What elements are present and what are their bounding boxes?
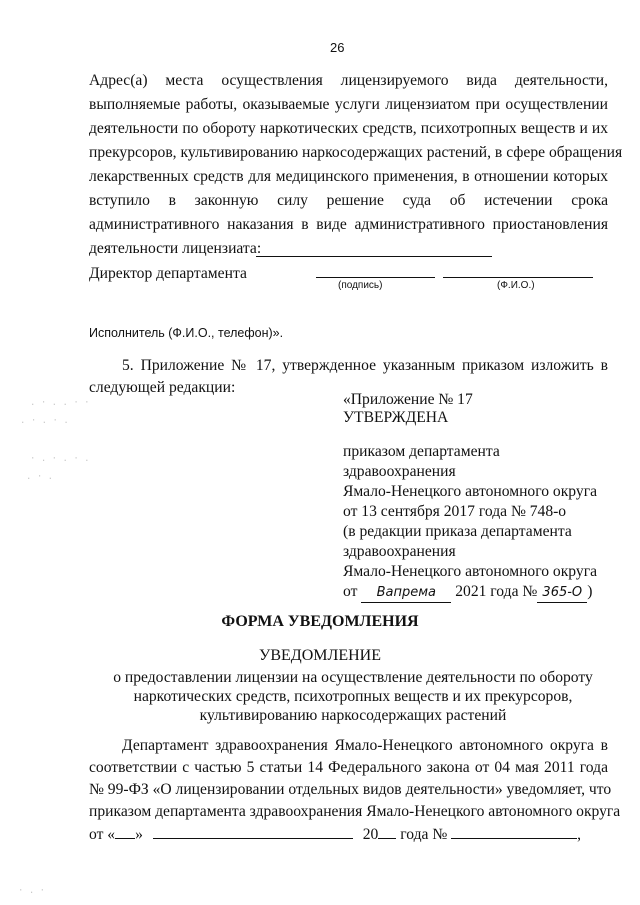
signature-caption: (подпись) bbox=[338, 280, 383, 291]
year-prefix: 20 bbox=[362, 826, 379, 843]
page-number: 26 bbox=[330, 40, 345, 55]
from-prefix: от bbox=[343, 583, 358, 600]
scan-noise: · . · . · . bbox=[30, 454, 90, 464]
notice-subtitle-line: культивированию наркосодержащих растений bbox=[199, 707, 507, 724]
approved-label: УТВЕРЖДЕНА bbox=[343, 409, 449, 426]
quote-close: » bbox=[135, 826, 143, 843]
approval-date-line bbox=[343, 583, 593, 603]
paragraph-line: приказом департамента здравоохранения Ямало-Ненецкого автономного округа bbox=[89, 803, 621, 820]
approval-line: здравоохранения bbox=[343, 543, 456, 560]
trailing-comma: , bbox=[577, 826, 582, 843]
notice-subtitle-line: наркотических средств, психотропных веществ и их прекурсоров, bbox=[133, 688, 573, 705]
notice-title: УВЕДОМЛЕНИЕ bbox=[259, 647, 381, 664]
paragraph-line: деятельности по обороту наркотических средств, психотропных веществ и их bbox=[89, 120, 608, 137]
year-blank bbox=[378, 825, 396, 839]
scan-noise: . · . . · · bbox=[30, 398, 90, 408]
fill-in-blank bbox=[256, 256, 492, 257]
notice-date-line bbox=[89, 825, 581, 844]
director-label: Директор департамента bbox=[89, 265, 247, 282]
paragraph-line: № 99-ФЗ «О лицензировании отдельных видов деятельности» уведомляет, что bbox=[89, 781, 612, 798]
number-label: года № bbox=[400, 826, 448, 843]
year-text: 2021 года № bbox=[455, 583, 538, 600]
paragraph-line: прекурсоров, культивированию наркосодержащих растений, в сфере обращения bbox=[89, 144, 623, 161]
paragraph-line: соответствии с частью 5 статьи 14 Федерального закона от 04 мая 2011 года bbox=[89, 759, 608, 776]
handwritten-number: 365-О bbox=[537, 584, 587, 603]
paragraph-line: вступило в законную силу решение суда об истечении срока bbox=[89, 192, 608, 209]
scan-noise: · . · bbox=[18, 886, 46, 896]
day-blank bbox=[115, 825, 135, 839]
scan-noise: . · . · . bbox=[20, 416, 69, 426]
approval-line: (в редакции приказа департамента bbox=[343, 523, 572, 540]
paragraph-line: 5. Приложение № 17, утвержденное указанным приказом изложить в bbox=[122, 357, 608, 374]
form-title: ФОРМА УВЕДОМЛЕНИЯ bbox=[221, 613, 419, 630]
approval-line: приказом департамента bbox=[343, 443, 500, 460]
paragraph-line: Департамент здравоохранения Ямало-Ненецкого автономного округа в bbox=[122, 737, 608, 754]
notice-subtitle-line: о предоставлении лицензии на осуществление деятельности по обороту bbox=[113, 669, 593, 686]
appendix-label: «Приложение № 17 bbox=[343, 391, 473, 408]
number-blank bbox=[451, 825, 577, 839]
handwritten-date: Вапрема bbox=[361, 584, 451, 603]
approval-line: от 13 сентября 2017 года № 748-о bbox=[343, 503, 567, 520]
paragraph-line: деятельности лицензиата: bbox=[89, 240, 262, 257]
executor-line: Исполнитель (Ф.И.О., телефон)». bbox=[89, 326, 284, 340]
month-blank bbox=[153, 825, 353, 839]
paragraph-line: Адрес(а) места осуществления лицензируемого вида деятельности, bbox=[89, 72, 608, 89]
paragraph-line: лекарственных средств для медицинского применения, в отношении которых bbox=[89, 168, 608, 185]
scan-noise: . · . bbox=[26, 472, 54, 482]
paragraph-line: административного наказания в виде административного приостановления bbox=[89, 216, 608, 233]
paragraph-line: следующей редакции: bbox=[89, 379, 236, 396]
signature-line bbox=[316, 277, 435, 278]
approval-line: Ямало-Ненецкого автономного округа bbox=[343, 483, 598, 500]
paragraph-line: выполняемые работы, оказываемые услуги лицензиатом при осуществлении bbox=[89, 96, 608, 113]
name-line bbox=[443, 277, 593, 278]
date-from: от « bbox=[89, 826, 116, 843]
approval-line: здравоохранения bbox=[343, 463, 456, 480]
name-caption: (Ф.И.О.) bbox=[497, 280, 535, 291]
approval-line: Ямало-Ненецкого автономного округа bbox=[343, 563, 598, 580]
closing-paren: ) bbox=[587, 583, 593, 600]
